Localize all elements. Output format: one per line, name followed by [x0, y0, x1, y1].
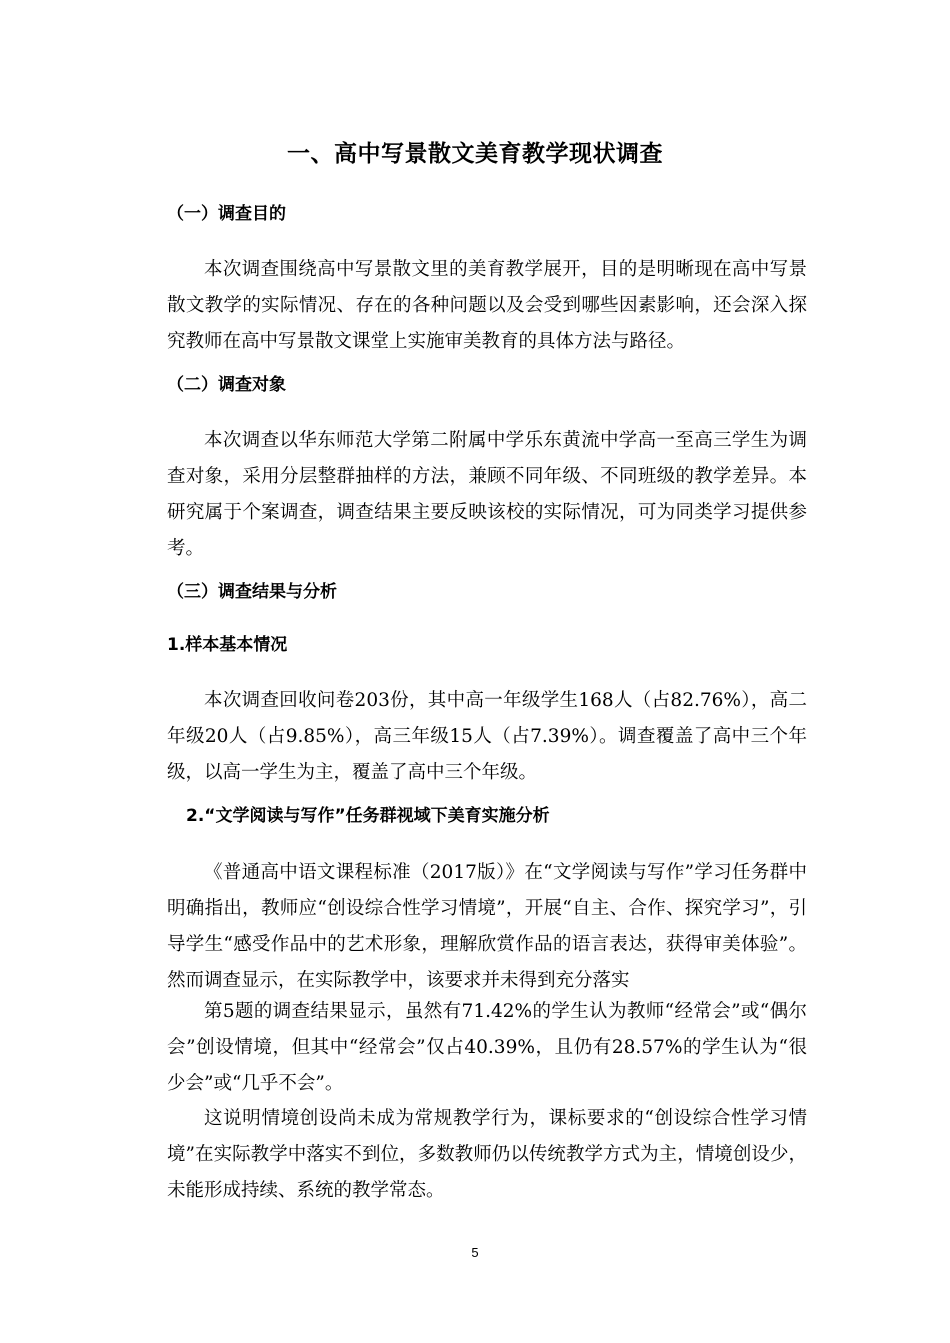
- paragraph-sample: 本次调查回收问卷203份，其中高一年级学生168人（占82.76%），高二年级20人（占9.85%），高三年级15人（占7.39%）。调查覆盖了高中三个年级，以高一学生为主，覆盖了高中三个年级。: [167, 690, 807, 783]
- paragraph-analysis-1: 《普通高中语文课程标准（2017版）》在“文学阅读与写作”学习任务群中明确指出，教师应“创设综合性学习情境”，开展“自主、合作、探究学习”，引导学生“感受作品中的艺术形象，理解欣赏作品的语言表达，获得审美体验”。然而调查显示，在实际教学中，该要求并未得到充分落实: [167, 862, 807, 991]
- subsection-heading-analysis: 2.“文学阅读与写作”任务群视域下美育实施分析: [186, 806, 550, 826]
- page-number: 5: [471, 1245, 479, 1260]
- section-heading-subjects: （二）调查对象: [167, 375, 286, 395]
- paragraph-subjects: 本次调查以华东师范大学第二附属中学乐东黄流中学高一至高三学生为调查对象，采用分层整群抽样的方法，兼顾不同年级、不同班级的教学差异。本研究属于个案调查，调查结果主要反映该校的实际情况，可为同类学习提供参考。: [167, 430, 807, 559]
- subsection-heading-sample: 1.样本基本情况: [167, 635, 288, 655]
- section-heading-purpose: （一）调查目的: [167, 204, 286, 224]
- section-heading-results: （三）调查结果与分析: [167, 582, 337, 602]
- paragraph-analysis-2: 第5题的调查结果显示，虽然有71.42%的学生认为教师“经常会”或“偶尔会”创设情境，但其中“经常会”仅占40.39%，且仍有28.57%的学生认为“很少会”或“几乎不会”。: [167, 1001, 807, 1094]
- paragraph-purpose: 本次调查围绕高中写景散文里的美育教学展开，目的是明晰现在高中写景散文教学的实际情况、存在的各种问题以及会受到哪些因素影响，还会深入探究教师在高中写景散文课堂上实施审美教育的具体方法与路径。: [167, 259, 807, 352]
- paragraph-analysis-3: 这说明情境创设尚未成为常规教学行为，课标要求的“创设综合性学习情境”在实际教学中落实不到位，多数教师仍以传统教学方式为主，情境创设少，未能形成持续、系统的教学常态。: [167, 1108, 807, 1201]
- chapter-title: 一、高中写景散文美育教学现状调查: [287, 141, 663, 167]
